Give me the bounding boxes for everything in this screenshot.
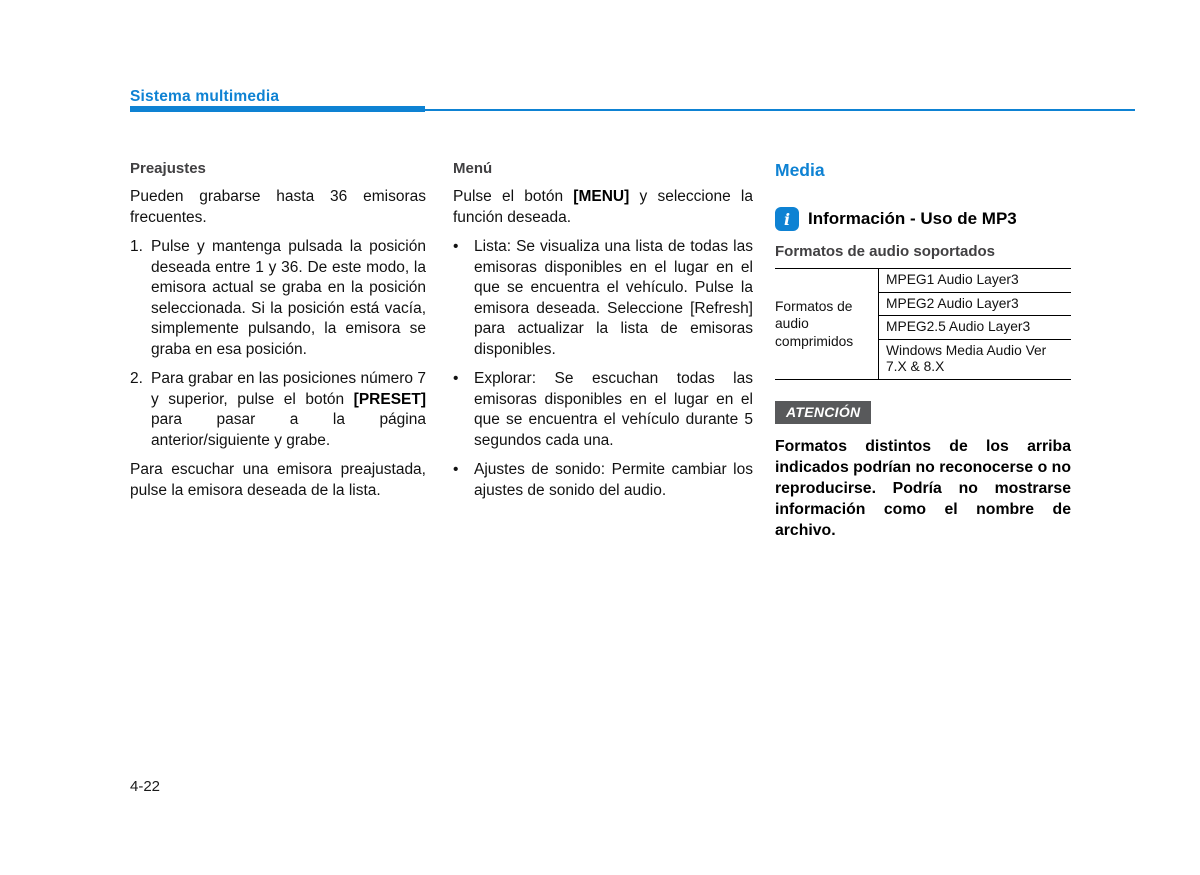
intro-text: Pulse el botón (453, 188, 574, 205)
bullet-item-explorar (453, 369, 753, 451)
menu-heading: Menú (453, 160, 493, 177)
menu-intro (453, 187, 753, 228)
table-row: Windows Media Audio Ver 7.X & 8.X (886, 342, 1047, 374)
audio-formats-table (775, 268, 1071, 380)
attention-badge: ATENCIÓN (775, 401, 871, 424)
header-accent-bar (130, 106, 425, 112)
table-row: MPEG1 Audio Layer3 (879, 269, 1071, 293)
table-row: MPEG2 Audio Layer3 (879, 293, 1071, 317)
item-number: 1. (130, 238, 143, 255)
bullet-text: Ajustes de sonido: Permite cambiar los ajustes de sonido del audio. (474, 461, 753, 499)
item-text: Pulse y mantenga pulsada la posición deseada entre 1 y 36. De este modo, la emisora actual se graba en la posición seleccionada. Si la posición está vacía, simplemente pulsando, la emisora se graba en esa posición. (151, 238, 426, 358)
bullet-icon: • (453, 461, 459, 478)
info-title-row (775, 207, 1071, 231)
menu-button-label: [MENU] (573, 188, 630, 205)
column-media (775, 160, 1071, 541)
header-rule (425, 109, 1135, 111)
column-menu (453, 160, 753, 510)
preset-button-label: [PRESET] (353, 390, 426, 408)
bullet-text: Explorar: Se escuchan todas las emisoras disponibles en el lugar en el que se encuentra el vehículo durante 5 segundos cada una. (474, 370, 753, 449)
info-title: Información - Uso de MP3 (808, 209, 1017, 228)
preajustes-outro: Para escuchar una emisora preajustada, pulse la emisora deseada de la lista. (130, 461, 426, 499)
table-values-column (878, 269, 1071, 379)
intro-text: y seleccione la función deseada. (453, 188, 753, 226)
numbered-item-2 (130, 369, 426, 451)
preajustes-heading: Preajustes (130, 160, 206, 177)
item-text: Para grabar en las posiciones número 7 y superior, pulse el botón (151, 370, 426, 408)
item-text: para pasar a la página anterior/siguiente y grabe. (151, 411, 426, 449)
attention-warning-text: Formatos distintos de los arriba indicados podrían no reconocerse o no reproducirse. Podría no mostrarse información como el nombre de archivo. (775, 437, 1071, 539)
formats-heading: Formatos de audio soportados (775, 243, 996, 260)
bullet-item-ajustes (453, 460, 753, 501)
numbered-item-1 (130, 237, 426, 360)
item-number: 2. (130, 370, 143, 387)
info-icon: i (775, 207, 799, 231)
bullet-icon: • (453, 370, 459, 387)
bullet-icon: • (453, 238, 459, 255)
page-title: Sistema multimedia (130, 88, 280, 105)
bullet-text: Lista: Se visualiza una lista de todas las emisoras disponibles en el lugar en el que se encuentra el vehículo. Pulse la emisora deseada. Seleccione [Refresh] para actualizar la lista de emisoras disponibles. (474, 238, 753, 358)
column-preajustes (130, 160, 426, 510)
table-row-label: Formatos de audio comprimidos (775, 298, 854, 349)
page-number: 4-22 (130, 778, 161, 795)
bullet-item-lista (453, 237, 753, 360)
table-row: MPEG2.5 Audio Layer3 (879, 316, 1071, 340)
preajustes-intro: Pueden grabarse hasta 36 emisoras frecuentes. (130, 188, 426, 226)
media-heading: Media (775, 160, 825, 180)
